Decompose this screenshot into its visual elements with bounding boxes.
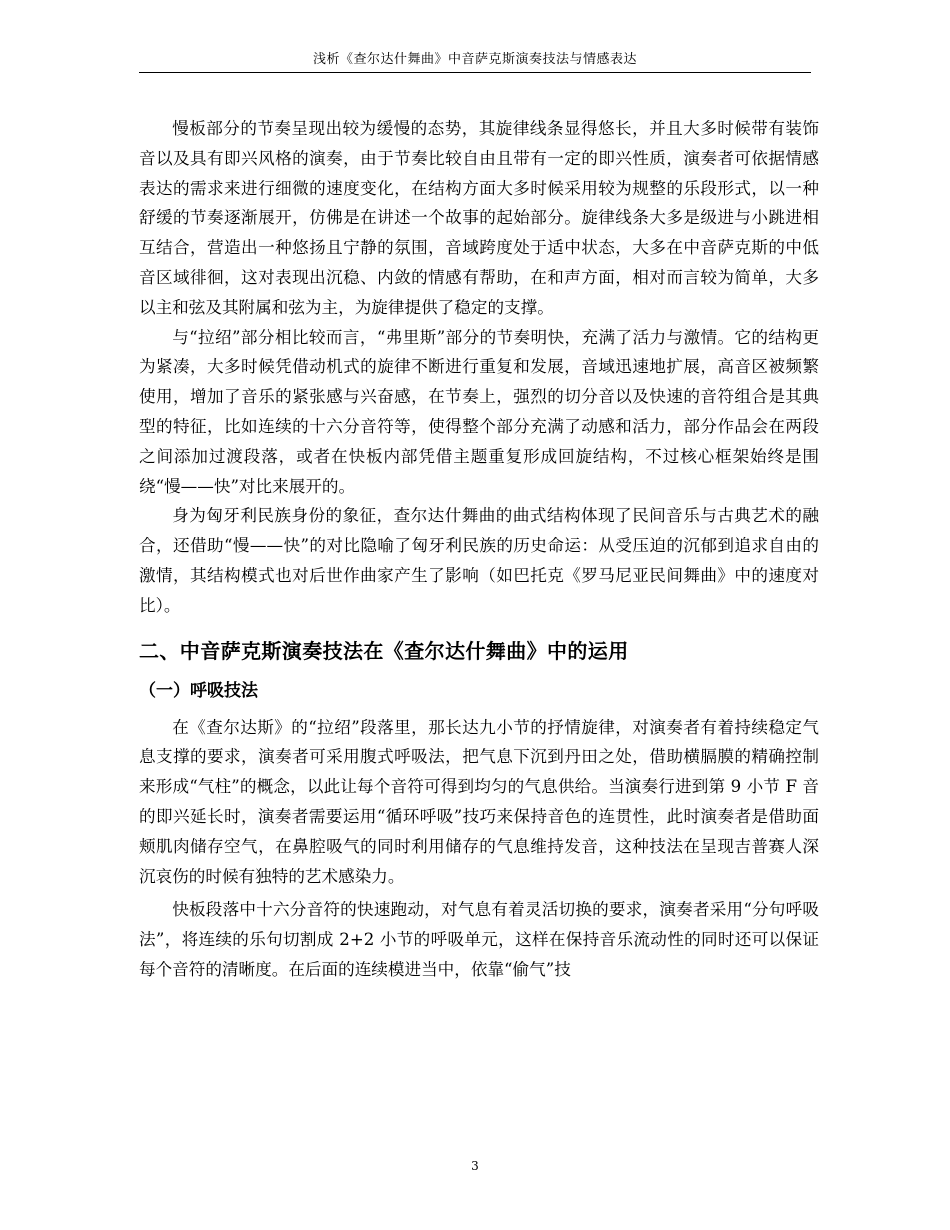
running-header: 浅析《查尔达什舞曲》中音萨克斯演奏技法与情感表达 [312,52,637,67]
page-body [139,114,819,985]
subsection-heading: （一）呼吸技法 [139,680,258,701]
body-paragraph-4: 在《查尔达斯》的“拉绍”段落里，那长达九小节的抒情旋律，对演奏者有着持续稳定气息支撑的要求，演奏者可采用腹式呼吸法，把气息下沉到丹田之处，借助横膈膜的精确控制来形成“气柱”的概念，以此让每个音符可得到均匀的气息供给。当演奏行进到第 9 小节 F 音的即兴延长时，演奏者需要运用“循环呼吸”技巧来保持音色的连贯性，此时演奏者是借助面颊肌肉储存空气，在鼻腔吸气的同时利用储存的气息维持发音，这种技法在呈现吉普赛人深沉哀伤的时候有独特的艺术感染力。 [139,717,819,886]
body-paragraph-2: 与“拉绍”部分相比较而言，“弗里斯”部分的节奏明快，充满了活力与激情。它的结构更为紧凑，大多时候凭借动机式的旋律不断进行重复和发展，音域迅速地扩展，高音区被频繁使用，增加了音乐的紧张感与兴奋感，在节奏上，强烈的切分音以及快速的音符组合是其典型的特征，比如连续的十六分音符等，使得整个部分充满了动感和活力，部分作品会在两段之间添加过渡段落，或者在快板内部凭借主题重复形成回旋结构，不过核心框架始终是围绕“慢——快”对比来展开的。 [139,327,819,496]
body-paragraph-3: 身为匈牙利民族身份的象征，查尔达什舞曲的曲式结构体现了民间音乐与古典艺术的融合，还借助“慢——快”的对比隐喻了匈牙利民族的历史命运：从受压迫的沉郁到追求自由的激情，其结构模式也对后世作曲家产生了影响（如巴托克《罗马尼亚民间舞曲》中的速度对比）。 [139,506,819,615]
header-divider [139,72,811,73]
page-number: 3 [471,1159,479,1173]
body-paragraph-5: 快板段落中十六分音符的快速跑动，对气息有着灵活切换的要求，演奏者采用“分句呼吸法”，将连续的乐句切割成 2+2 小节的呼吸单元，这样在保持音乐流动性的同时还可以保证每个音符的清晰度。在后面的连续模进当中，依靠“偷气”技 [139,900,819,979]
section-heading: 二、中音萨克斯演奏技法在《查尔达什舞曲》中的运用 [139,638,629,663]
body-paragraph-1: 慢板部分的节奏呈现出较为缓慢的态势，其旋律线条显得悠长，并且大多时候带有装饰音以及具有即兴风格的演奏，由于节奏比较自由且带有一定的即兴性质，演奏者可依据情感表达的需求来进行细微的速度变化，在结构方面大多时候采用较为规整的乐段形式，以一种舒缓的节奏逐渐展开，仿佛是在讲述一个故事的起始部分。旋律线条大多是级进与小跳进相互结合，营造出一种悠扬且宁静的氛围，音域跨度处于适中状态，大多在中音萨克斯的中低音区域徘徊，这对表现出沉稳、内敛的情感有帮助，在和声方面，相对而言较为简单，大多以主和弦及其附属和弦为主，为旋律提供了稳定的支撑。 [139,119,819,317]
